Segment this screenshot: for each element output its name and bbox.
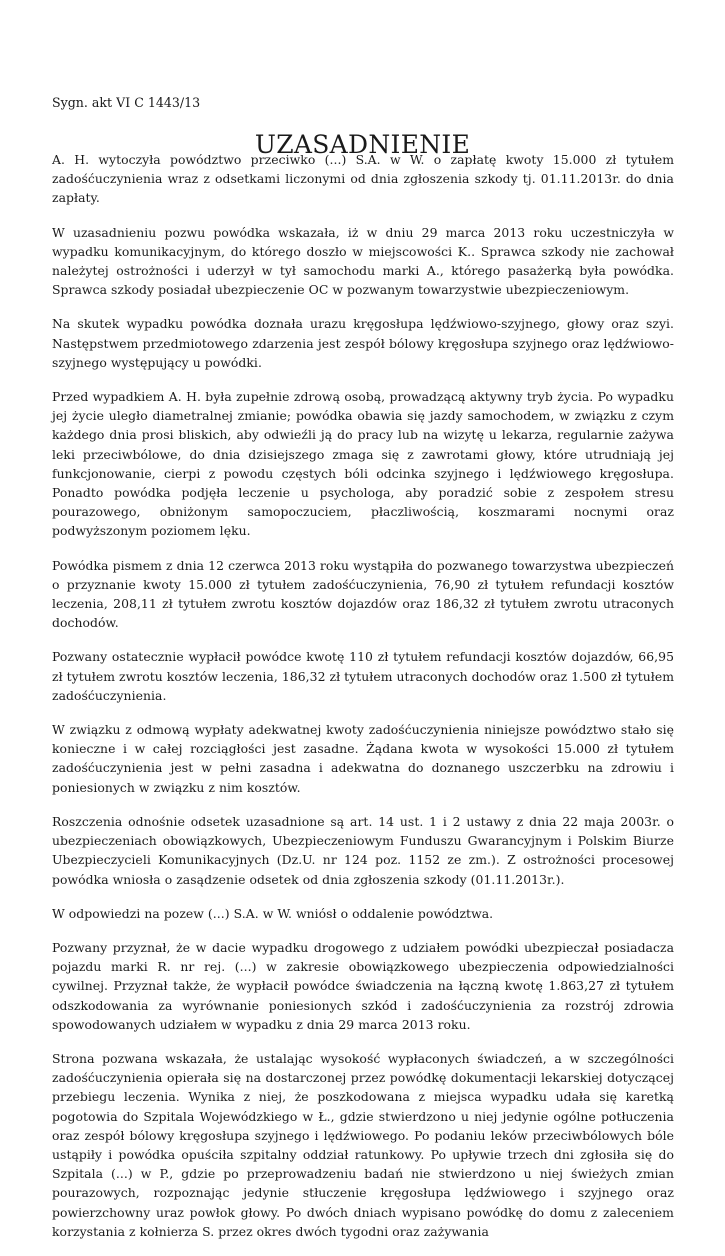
paragraph-defendant-position: Strona pozwana wskazała, że ustalając wysokość wypłaconych świadczeń, a w szczególności zadośćuczynienia opierała się na dostarczonej przez powódkę dokumentacji lekarskiej dotyczącej przebiegu leczenia. Wynika z niej, że poszkodowana z miejsca wypadku udała się karetką pogotowia do Szpitala Wojewódzkiego w Ł., gdzie stwierdzono u niej jedynie ogólne potłuczenia oraz zespół bólowy kręgosłupa szyjnego i lędźwiowego. Po podaniu leków przeciwbólowych bóle ustąpiły i powódka opuściła szpitalny oddział ratunkowy. Po upływie trzech dni zgłosiła się do Szpitala (...) w P., gdzie po przeprowadzeniu badań nie stwierdzono u niej świeżych zmian pourazowych, rozpoznając jedynie stłuczenie kręgosłupa lędźwiowego i szyjnego oraz powierzchowny uraz powłok głowy. Po dwóch dniach wypisano powódkę do domu z zaleceniem korzystania z kołnierza S. przez okres dwóch tygodni oraz zażywania [52,1050,674,1239]
paragraph-payment: Pozwany ostatecznie wypłacił powódce kwotę 110 zł tytułem refundacji kosztów dojazdów, 66,95 zł tytułem zwrotu kosztów leczenia, 186,32 zł tytułem utraconych dochodów oraz 1.500 zł tytułem zadośćuczynienia. [52,649,674,703]
document-body [52,150,674,1256]
paragraph-response: W odpowiedzi na pozew (...) S.A. w W. wniósł o oddalenie powództwa. [52,905,494,921]
paragraph-defendant-admission: Pozwany przyznał, że w dacie wypadku drogowego z udziałem powódki ubezpieczał posiadacza pojazdu marki R. nr rej. (...) w zakresie obowiązkowego ubezpieczenia odpowiedzialności cywilnej. Przyznał także, że wypłacił powódce świadczenia na łączną kwotę 1.863,27 zł tytułem odszkodowania za wyrównanie poniesionych szkód i zadośćuczynienia za rozstrój zdrowia spowodowanych udziałem w wypadku z dnia 29 marca 2013 roku. [52,939,674,1032]
paragraph-interest: Roszczenia odnośnie odsetek uzasadnione są art. 14 ust. 1 i 2 ustawy z dnia 22 maja 2003r. o ubezpieczeniach obowiązkowych, Ubezpieczeniowym Funduszu Gwarancyjnym i Polskim Biurze Ubezpieczycieli Komunikacyjnych (Dz.U. nr 124 poz. 1152 ze zm.). Z ostrożności procesowej powódka wniosła o zasądzenie odsetek od dnia zgłoszenia szkody (01.11.2013r.). [52,813,674,887]
paragraph-accident: W uzasadnieniu pozwu powódka wskazała, iż w dniu 29 marca 2013 roku uczestniczyła w wypadku komunikacyjnym, do którego doszło w miejscowości K.. Sprawca szkody nie zachował należytej ostrożności i uderzył w tył samochodu marki A., którego pasażerką była powódka. Sprawca szkody posiadał ubezpieczenie OC w pozwanym towarzystwie ubezpieczeniowym. [52,224,674,298]
paragraph-life-change: Przed wypadkiem A. H. była zupełnie zdrową osobą, prowadzącą aktywny tryb życia. Po wypadku jej życie uległo diametralnej zmianie; powódka obawia się jazdy samochodem, w związku z czym każdego dnia prosi bliskich, aby odwieźli ją do pracy lub na wizytę u lekarza, regularnie zażywa leki przeciwbólowe, do dnia dzisiejszego zmaga się z zawrotami głowy, które utrudniają jej funkcjonowanie, cierpi z powodu częstych bóli odcinka szyjnego i lędźwiowego kręgosłupa. Ponadto powódka podjęła leczenie u psychologa, aby poradzić sobie z zespołem stresu pourazowego, obniżonym samopoczuciem, płaczliwością, koszmarami nocnymi oraz podwyższonym poziomem lęku. [52,389,674,539]
paragraph-justification: W związku z odmową wypłaty adekwatnej kwoty zadośćuczynienia niniejsze powództwo stało się konieczne i w całej rozciągłości jest zasadne. Żądana kwota w wysokości 15.000 zł tytułem zadośćuczynienia jest w pełni zasadna i adekwatna do doznanego uszczerbku na zdrowiu i poniesionych w związku z nim kosztów. [52,722,674,795]
document-title: UZASADNIENIE [254,129,471,159]
paragraph-injuries: Na skutek wypadku powódka doznała urazu kręgosłupa lędźwiowo-szyjnego, głowy oraz szyi. Następstwem przedmiotowego zdarzenia jest zespół bólowy kręgosłupa szyjnego oraz lędźwiowo-szyjnego występujący u powódki. [52,316,674,370]
paragraph-claim: A. H. wytoczyła powództwo przeciwko (...) S.A. w W. o zapłatę kwoty 15.000 zł tytułem zadośćuczynienia wraz z odsetkami liczonymi od dnia zgłoszenia szkody tj. 01.11.2013r. do dnia zapłaty. [52,152,674,206]
case-signature: Sygn. akt VI C 1443/13 [52,95,201,110]
paragraph-demand-letter: Powódka pismem z dnia 12 czerwca 2013 roku wystąpiła do pozwanego towarzystwa ubezpieczeń o przyznanie kwoty 15.000 zł tytułem zadośćuczynienia, 76,90 zł tytułem refundacji kosztów leczenia, 208,11 zł tytułem zwrotu kosztów dojazdów oraz 186,32 zł tytułem zwrotu utraconych dochodów. [52,557,674,631]
